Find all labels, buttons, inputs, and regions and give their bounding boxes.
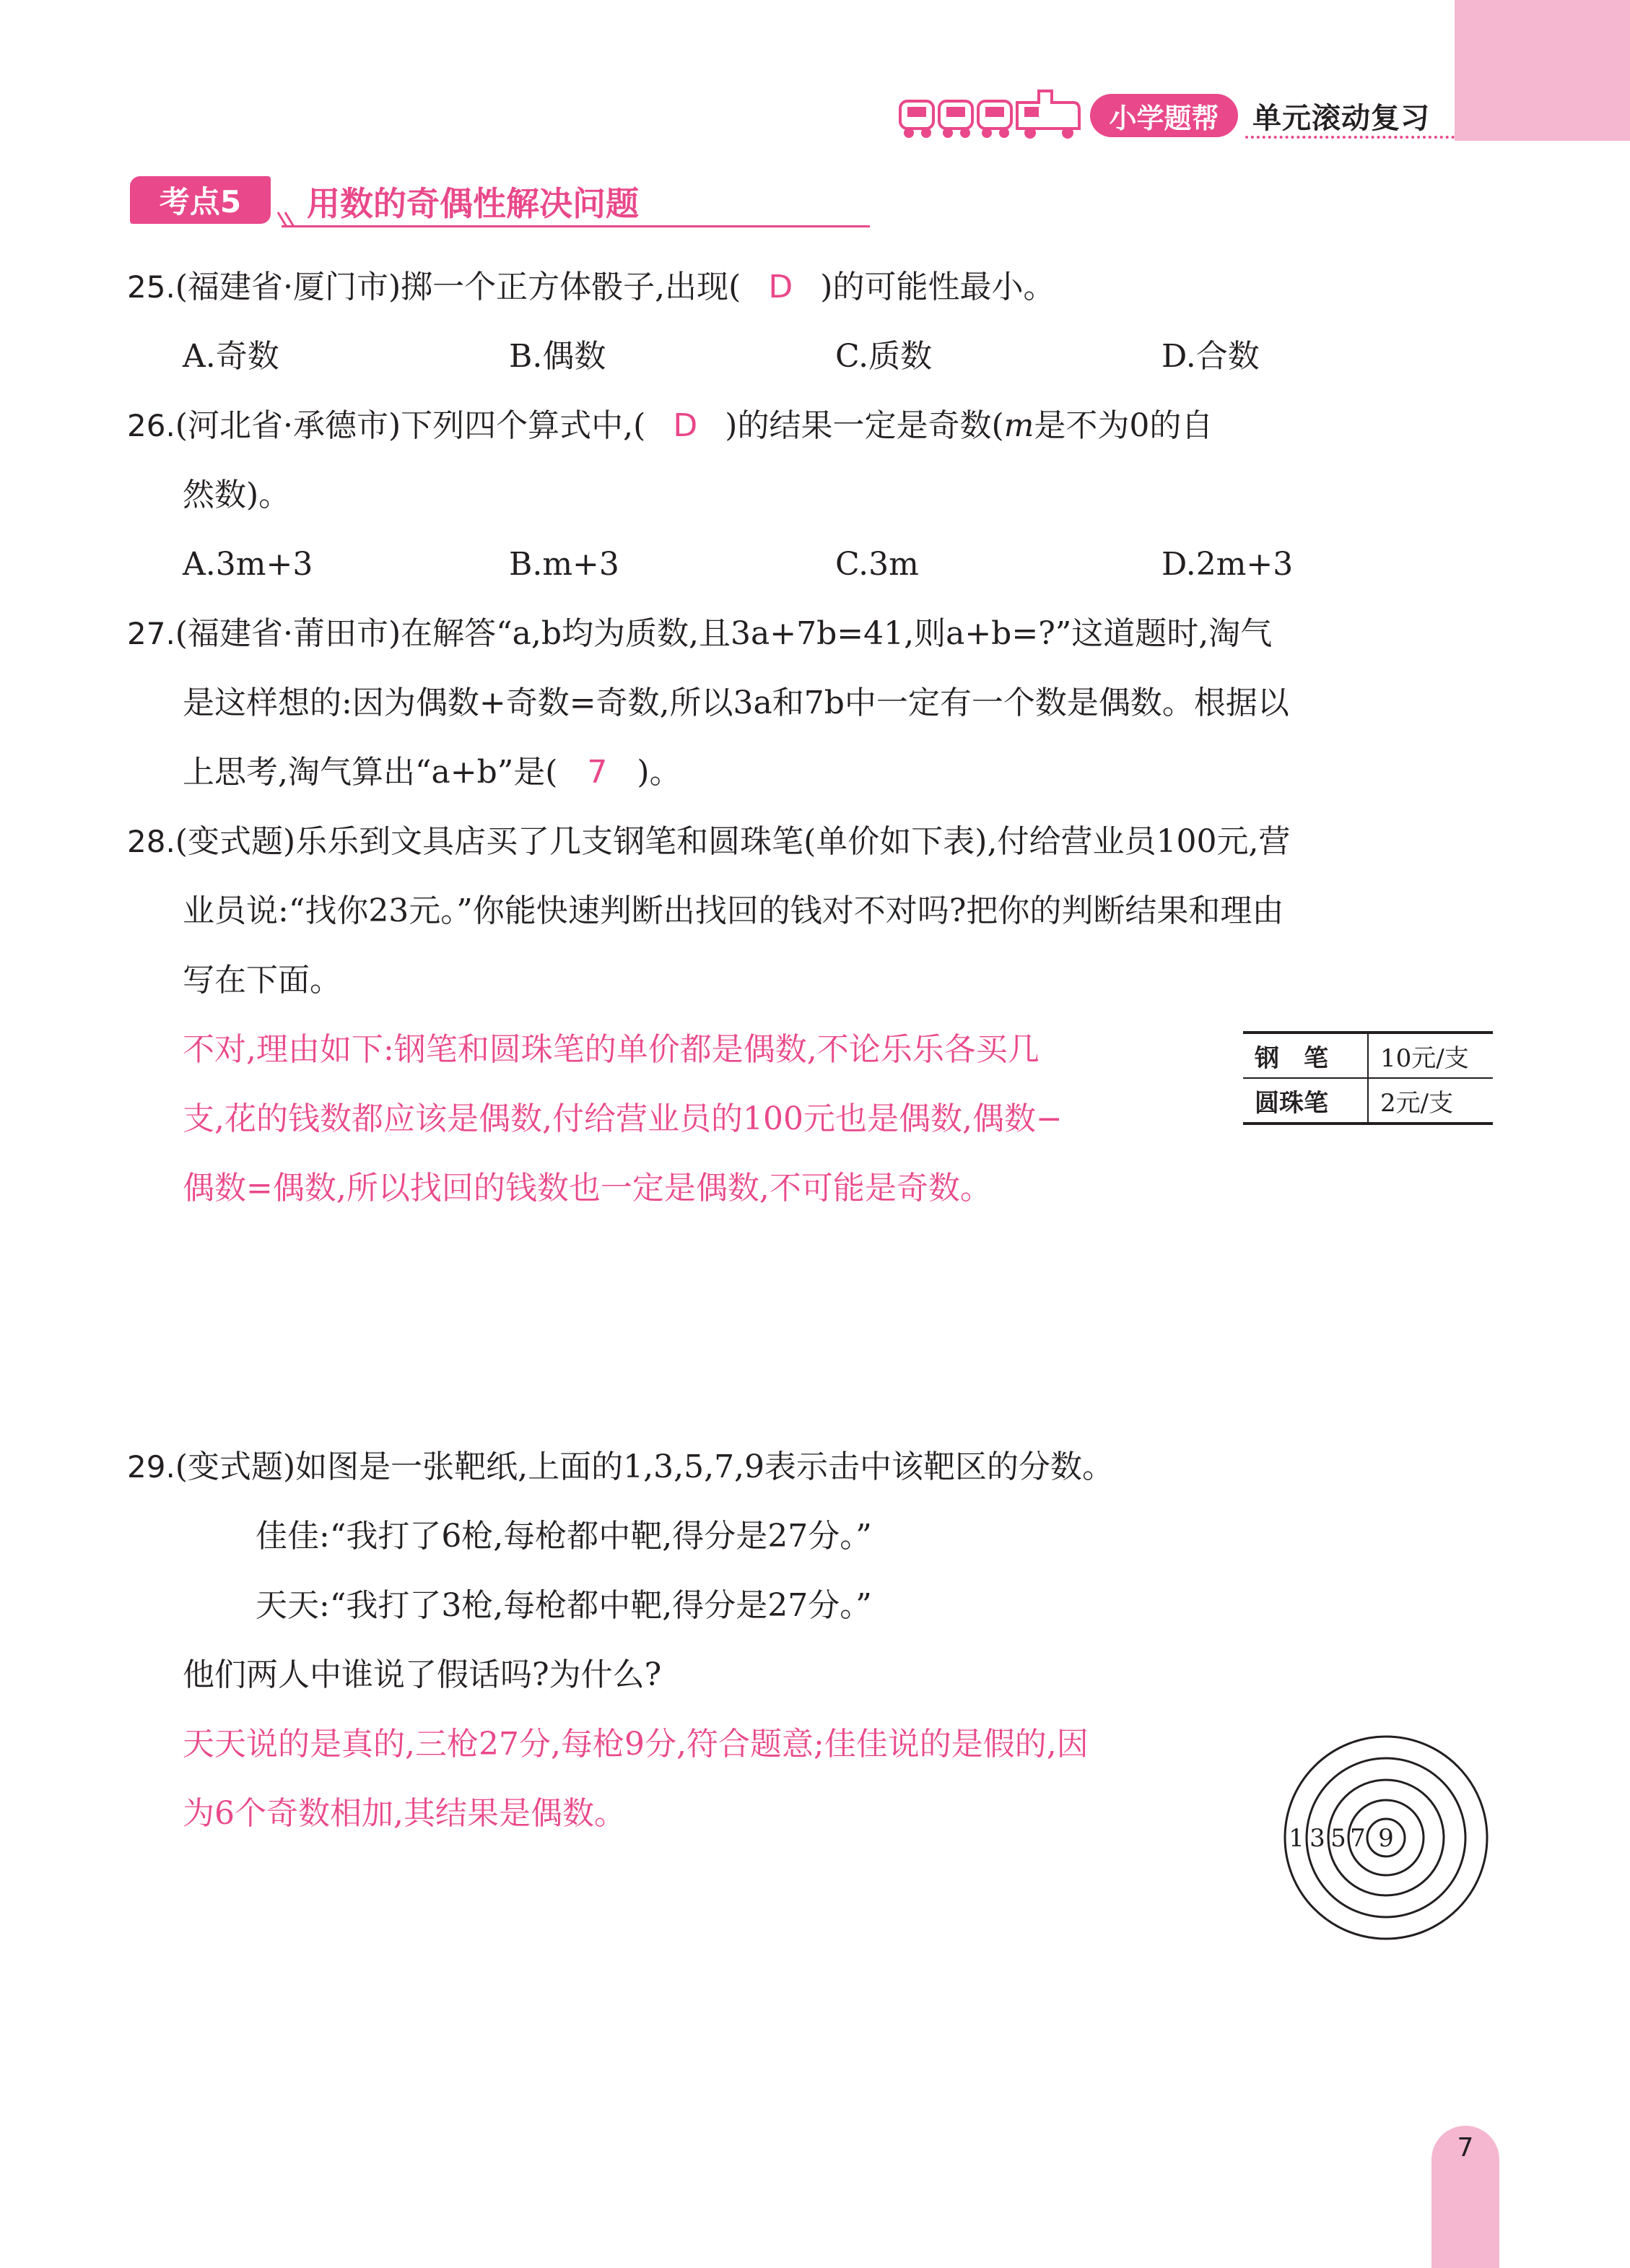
- question-source: (河北省·承德市): [175, 407, 401, 444]
- page-number-tab: [1431, 2126, 1499, 2268]
- target-label-9: 9: [1378, 1824, 1394, 1853]
- question-stem: 乐乐到文具店买了几支钢笔和圆珠笔(单价如下表),付给营业员100元,营: [295, 823, 1291, 860]
- question-source: (福建省·厦门市): [175, 269, 401, 305]
- header-title: 单元滚动复习: [1252, 102, 1430, 135]
- page-number: 7: [1457, 2133, 1474, 2163]
- corner-tab: [1455, 0, 1630, 141]
- answer-line: 天天说的是真的,三枪27分,每枪9分,符合题意;佳佳说的是假的,因: [183, 1726, 1089, 1763]
- question-number: 29.: [127, 1449, 175, 1485]
- question-stem: 他们两人中谁说了假话吗?为什么?: [183, 1656, 662, 1693]
- answer-line: 不对,理由如下:钢笔和圆珠笔的单价都是偶数,不论乐乐各买几: [183, 1031, 1040, 1068]
- option-d: D.2m+3: [1162, 546, 1294, 583]
- train-icon: [897, 85, 1085, 143]
- table-row: [1243, 1033, 1493, 1078]
- header-divider: [1245, 136, 1455, 139]
- option-d: D.合数: [1162, 338, 1260, 375]
- jiajia-statement: 佳佳:“我打了6枪,每枪都中靶,得分是27分。”: [256, 1518, 872, 1555]
- answer-text: 7: [587, 754, 608, 791]
- answer-line: 支,花的钱数都应该是偶数,付给营业员的100元也是偶数,偶数−: [183, 1100, 1063, 1137]
- target-diagram: [1281, 1733, 1491, 1942]
- table-cell-price: 10元/支: [1368, 1033, 1493, 1078]
- question-stem: 写在下面。: [183, 962, 341, 999]
- question-stem: )。: [637, 754, 681, 791]
- question-number: 28.: [127, 824, 175, 859]
- question-stem: 上思考,淘气算出“a+b”是(: [183, 754, 558, 791]
- option-a: A.3m+3: [183, 546, 313, 583]
- answer-text: D: [673, 407, 698, 444]
- table-cell-price: 2元/支: [1380, 1088, 1454, 1118]
- variable-m: m: [1003, 407, 1034, 444]
- question-stem: 掷一个正方体骰子,出现(: [401, 269, 741, 305]
- price-table: [1243, 1031, 1493, 1125]
- question-26: [127, 391, 1499, 599]
- question-stem: 如图是一张靶纸,上面的1,3,5,7,9表示击中该靶区的分数。: [295, 1448, 1115, 1485]
- options-row: [127, 530, 1499, 599]
- question-27: [127, 599, 1499, 807]
- brand-pill: 小学题帮: [1090, 94, 1238, 137]
- option-c: C.质数: [835, 338, 933, 375]
- target-label-7: 7: [1350, 1824, 1366, 1853]
- question-number: 27.: [127, 616, 175, 651]
- table-cell-item: 圆珠笔: [1243, 1078, 1368, 1124]
- answer-line: 偶数=偶数,所以找回的钱数也一定是偶数,不可能是奇数。: [183, 1170, 992, 1207]
- section-title: 用数的奇偶性解决问题: [307, 184, 639, 223]
- question-stem: 是不为0的自: [1034, 407, 1213, 444]
- tiantian-statement: 天天:“我打了3枪,每枪都中靶,得分是27分。”: [256, 1587, 872, 1624]
- question-stem: 下列四个算式中,(: [401, 407, 646, 444]
- answer-line: 为6个奇数相加,其结果是偶数。: [183, 1795, 626, 1832]
- question-source: (变式题): [175, 1448, 296, 1485]
- option-a: A.奇数: [183, 338, 279, 375]
- question-stem: )的结果一定是奇数(: [725, 407, 1004, 444]
- section-underline: [282, 225, 870, 227]
- table-cell-item: 钢 笔: [1243, 1033, 1368, 1078]
- table-row: [1243, 1078, 1493, 1124]
- question-stem: 在解答“a,b均为质数,且3a+7b=41,则a+b=?”这道题时,淘气: [401, 615, 1273, 652]
- question-28: [127, 807, 1499, 1223]
- option-b: B.m+3: [509, 546, 619, 583]
- question-number: 25.: [127, 269, 175, 305]
- question-number: 26.: [127, 408, 175, 443]
- answer-text: D: [768, 269, 793, 305]
- option-c: C.3m: [835, 546, 919, 583]
- target-label-1: 1: [1289, 1824, 1304, 1853]
- target-label-5: 5: [1330, 1824, 1346, 1853]
- target-label-3: 3: [1309, 1824, 1325, 1853]
- question-25: [127, 253, 1499, 391]
- question-source: (福建省·莆田市): [175, 615, 401, 652]
- question-stem: )的可能性最小。: [820, 269, 1055, 305]
- question-stem: 业员说:“找你23元。”你能快速判断出找回的钱对不对吗?把你的判断结果和理由: [183, 892, 1284, 929]
- question-source: (变式题): [175, 823, 296, 860]
- option-b: B.偶数: [509, 338, 606, 375]
- options-row: [127, 322, 1499, 391]
- question-stem: 是这样想的:因为偶数+奇数=奇数,所以3a和7b中一定有一个数是偶数。根据以: [183, 685, 1289, 721]
- section-header: [130, 173, 744, 231]
- section-badge: 考点5: [130, 176, 271, 224]
- question-stem: 然数)。: [183, 477, 291, 513]
